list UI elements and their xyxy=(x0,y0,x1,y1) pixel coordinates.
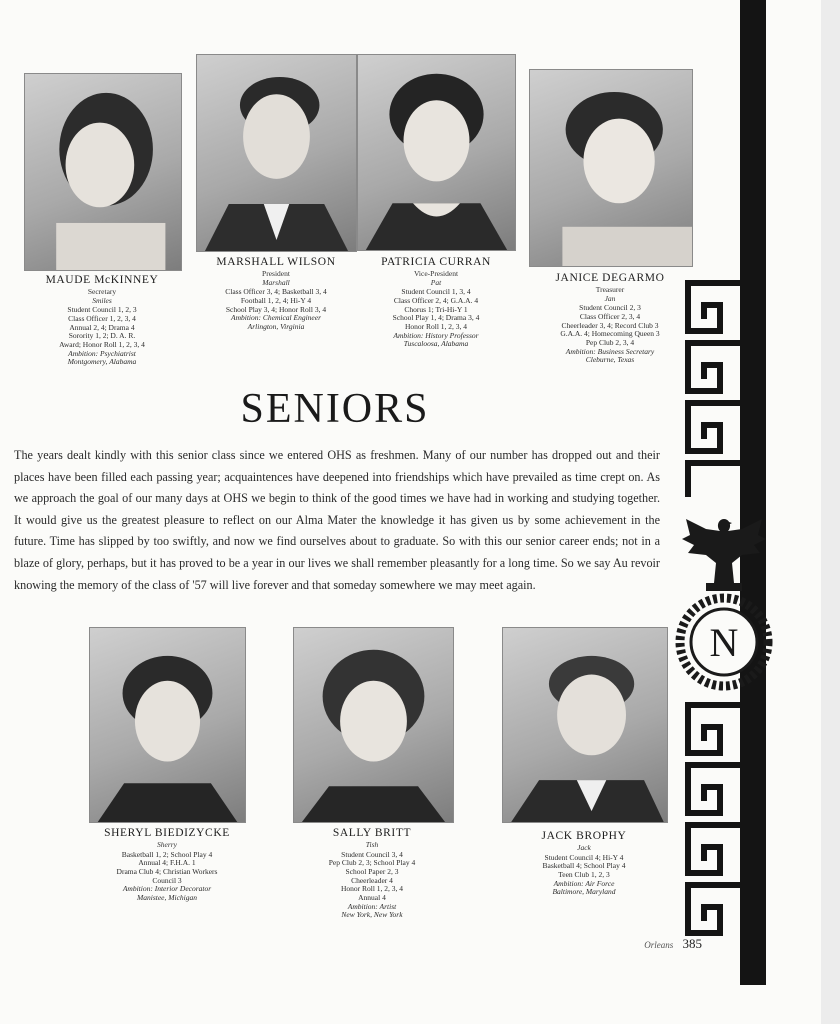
portrait-photo-janice xyxy=(529,69,693,267)
portrait-photo-patricia xyxy=(357,54,516,251)
senior-hometown: Manistee, Michigan xyxy=(137,892,197,902)
senior-activity: Football 1, 2, 4; Hi-Y 4 xyxy=(240,296,312,306)
senior-office: Vice-President xyxy=(413,269,459,279)
portrait-photo-jack xyxy=(502,627,668,823)
senior-nickname: Tish xyxy=(365,840,379,850)
senior-office: Secretary xyxy=(87,287,117,297)
senior-activity: Sorority 1, 2; D. A. R. xyxy=(68,331,136,341)
senior-activity: Cheerleader 4 xyxy=(351,875,393,885)
senior-activity: Pep Club 2, 3, 4 xyxy=(585,337,635,347)
senior-activity: Cheerleader 3, 4; Record Club 3 xyxy=(561,320,659,330)
senior-activity: Honor Roll 1, 2, 3, 4 xyxy=(404,321,468,331)
page-title: SENIORS xyxy=(240,386,430,432)
senior-activity: G.A.A. 4; Homecoming Queen 3 xyxy=(560,329,660,339)
senior-ambition: Ambition: Air Force xyxy=(553,878,615,888)
senior-activity: Honor Roll 1, 2, 3, 4 xyxy=(340,884,404,894)
senior-activity: Drama Club 4; Christian Workers xyxy=(116,867,218,877)
publication-name: Orleans xyxy=(644,940,674,950)
senior-office: Treasurer xyxy=(595,285,625,295)
senior-activity: Student Council 2, 3 xyxy=(579,303,641,313)
senior-activity: School Paper 2, 3 xyxy=(345,867,399,877)
caption-janice xyxy=(522,272,698,365)
senior-hometown: Arlington, Virginia xyxy=(247,321,305,331)
senior-nickname: Marshall xyxy=(262,277,290,287)
senior-name: SHERYL BIEDIZYCKE xyxy=(104,827,230,839)
caption-maude xyxy=(14,274,190,367)
senior-activity: Council 3 xyxy=(152,875,182,885)
senior-activity: School Play 1, 4; Drama 3, 4 xyxy=(392,313,480,323)
senior-activity: Annual 2, 4; Drama 4 xyxy=(69,322,135,332)
emblem-letter: N xyxy=(709,620,739,665)
caption-jack xyxy=(496,830,672,897)
senior-activity: Pep Club 2, 3; School Play 4 xyxy=(328,858,416,868)
senior-name: SALLY BRITT xyxy=(332,827,412,839)
senior-ambition: Ambition: Interior Decorator xyxy=(122,884,212,894)
senior-activity: Annual 4 xyxy=(358,892,386,902)
senior-name: MAUDE McKINNEY xyxy=(45,274,159,286)
senior-activity: School Play 3, 4; Honor Roll 3, 4 xyxy=(225,304,327,314)
senior-ambition: Ambition: Psychiatrist xyxy=(68,348,136,358)
eagle-icon xyxy=(676,505,772,597)
portrait-photo-maude xyxy=(24,73,182,271)
senior-name: JANICE DEGARMO xyxy=(555,272,665,284)
senior-activity: Class Officer 2, 3, 4 xyxy=(579,312,641,322)
intro-paragraph: The years dealt kindly with this senior class since we entered OHS as freshmen. Many of our number has dropped out and their places have been filled each passing year; acquaintences have deepened into friendships which have prevailed as time crept on. As we approach the goal of our many days at OHS we begin to think of the good times we have had in working and studying together. It would give us the greatest pleasure to reflect on our Alma Mater the knowledge it has given us by some achievement in the future. Time has slipped by too swiftly, and now we find ourselves about to graduate. So with this our senior career ends; not in a blaze of glory, perhaps, but it has proved to be a year in our lives we shall remember pleasantly for a long time. So we say Au revoir knowing the memory of the class of '57 will live forever and that someday somewhere we may meet again. xyxy=(14,448,660,592)
caption-sheryl xyxy=(80,827,254,903)
caption-marshall xyxy=(190,256,362,332)
senior-hometown: Baltimore, Maryland xyxy=(552,887,616,897)
senior-office: President xyxy=(262,269,290,279)
senior-activity: Class Officer 2, 4; G.A.A. 4 xyxy=(393,296,479,306)
senior-activity: Student Council 1, 3, 4 xyxy=(401,287,471,297)
portrait-photo-sally xyxy=(293,627,454,823)
senior-activity: Class Officer 3, 4; Basketball 3, 4 xyxy=(225,287,327,297)
senior-hometown: New York, New York xyxy=(341,910,403,920)
senior-nickname: Pat xyxy=(430,277,442,287)
senior-ambition: Ambition: Chemical Engineer xyxy=(231,313,321,323)
senior-hometown: Montgomery, Alabama xyxy=(67,357,137,367)
senior-activity: Teen Club 1, 2, 3 xyxy=(558,870,610,880)
senior-activity: Award; Honor Roll 1, 2, 3, 4 xyxy=(59,339,145,349)
senior-activity: Chorus 1; Tri-Hi-Y 1 xyxy=(404,304,468,314)
senior-name: PATRICIA CURRAN xyxy=(381,256,491,268)
senior-activity: Student Council 3, 4 xyxy=(341,849,403,859)
senior-name: MARSHALL WILSON xyxy=(216,256,336,268)
caption-patricia xyxy=(355,256,517,349)
page-number: 385 xyxy=(682,936,702,951)
page-footer xyxy=(644,936,702,952)
senior-nickname: Jan xyxy=(604,293,616,303)
senior-hometown: Cleburne, Texas xyxy=(585,355,635,365)
senior-activity: Basketball 4; School Play 4 xyxy=(542,861,626,871)
senior-activity: Annual 4; F.H.A. 1 xyxy=(138,858,196,868)
senior-activity: Student Council 1, 2, 3 xyxy=(67,305,137,315)
senior-nickname: Sherry xyxy=(157,840,177,850)
laurel-wreath-emblem xyxy=(674,592,774,692)
senior-ambition: Ambition: Artist xyxy=(347,901,397,911)
portrait-photo-sheryl xyxy=(89,627,246,823)
senior-hometown: Tuscaloosa, Alabama xyxy=(403,339,469,349)
senior-activity: Class Officer 1, 2, 3, 4 xyxy=(68,314,136,324)
senior-name: JACK BROPHY xyxy=(541,830,627,842)
caption-sally xyxy=(287,827,457,920)
senior-nickname: Smiles xyxy=(92,295,112,305)
senior-nickname: Jack xyxy=(577,843,591,853)
senior-ambition: Ambition: Business Secretary xyxy=(565,346,655,356)
senior-ambition: Ambition: History Professor xyxy=(393,330,479,340)
senior-activity: Basketball 1, 2; School Play 4 xyxy=(121,849,213,859)
senior-activity: Student Council 4; Hi-Y 4 xyxy=(544,852,624,862)
page-edge xyxy=(821,0,840,1024)
portrait-photo-marshall xyxy=(196,54,357,252)
